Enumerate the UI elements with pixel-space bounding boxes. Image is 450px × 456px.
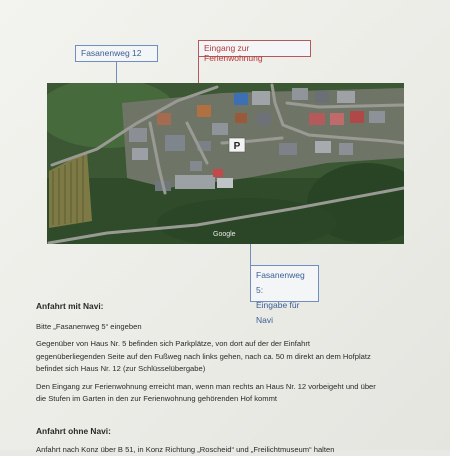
callout-eingang-ferienwohnung: Eingang zur Ferienwohnung — [198, 40, 311, 57]
satellite-map-graphic — [47, 83, 404, 244]
paragraph-eingang-line1: Den Eingang zur Ferienwohnung erreicht man, wenn man rechts an Haus Nr. 12 vorbeigeht und über — [36, 381, 426, 394]
map-attribution: Google — [213, 231, 236, 238]
heading-ohne-navi: Anfahrt ohne Navi: — [36, 425, 426, 438]
callout-fasanenweg-5-line1: Fasanenweg 5: — [256, 268, 313, 298]
section-anfahrt-ohne-navi — [36, 425, 426, 456]
paragraph-parkplaetze-line1: Gegenüber von Haus Nr. 5 befinden sich Parkplätze, von dort auf der der Einfahrt — [36, 338, 426, 351]
callout-fasanenweg-5-line2: Eingabe für Navi — [256, 298, 313, 328]
leader-line-fasanenweg-12 — [116, 62, 117, 83]
paragraph-navi-eingabe: Bitte „Fasanenweg 5“ eingeben — [36, 321, 426, 334]
paragraph-parkplaetze-line3: befindet sich Haus Nr. 12 (zur Schlüsselübergabe) — [36, 363, 426, 376]
parking-marker: P — [234, 141, 241, 152]
satellite-map — [47, 83, 404, 244]
paragraph-eingang-line2: die Stufen im Garten in den zur Ferienwohnung gehörenden Hof kommt — [36, 393, 426, 406]
callout-fasanenweg-12: Fasanenweg 12 — [75, 45, 158, 62]
paragraph-parkplaetze-line2: gegenüberliegenden Seite auf den Fußweg nach links gehen, nach ca. 50 m direkt an dem Hofplatz — [36, 351, 426, 364]
paragraph-ohne-navi-line1: Anfahrt nach Konz über B 51, in Konz Richtung „Roscheid“ und „Freilichtmuseum“ halten — [36, 444, 426, 456]
section-anfahrt-mit-navi — [36, 300, 426, 406]
callout-fasanenweg-5 — [250, 265, 319, 302]
heading-mit-navi: Anfahrt mit Navi: — [36, 300, 426, 313]
